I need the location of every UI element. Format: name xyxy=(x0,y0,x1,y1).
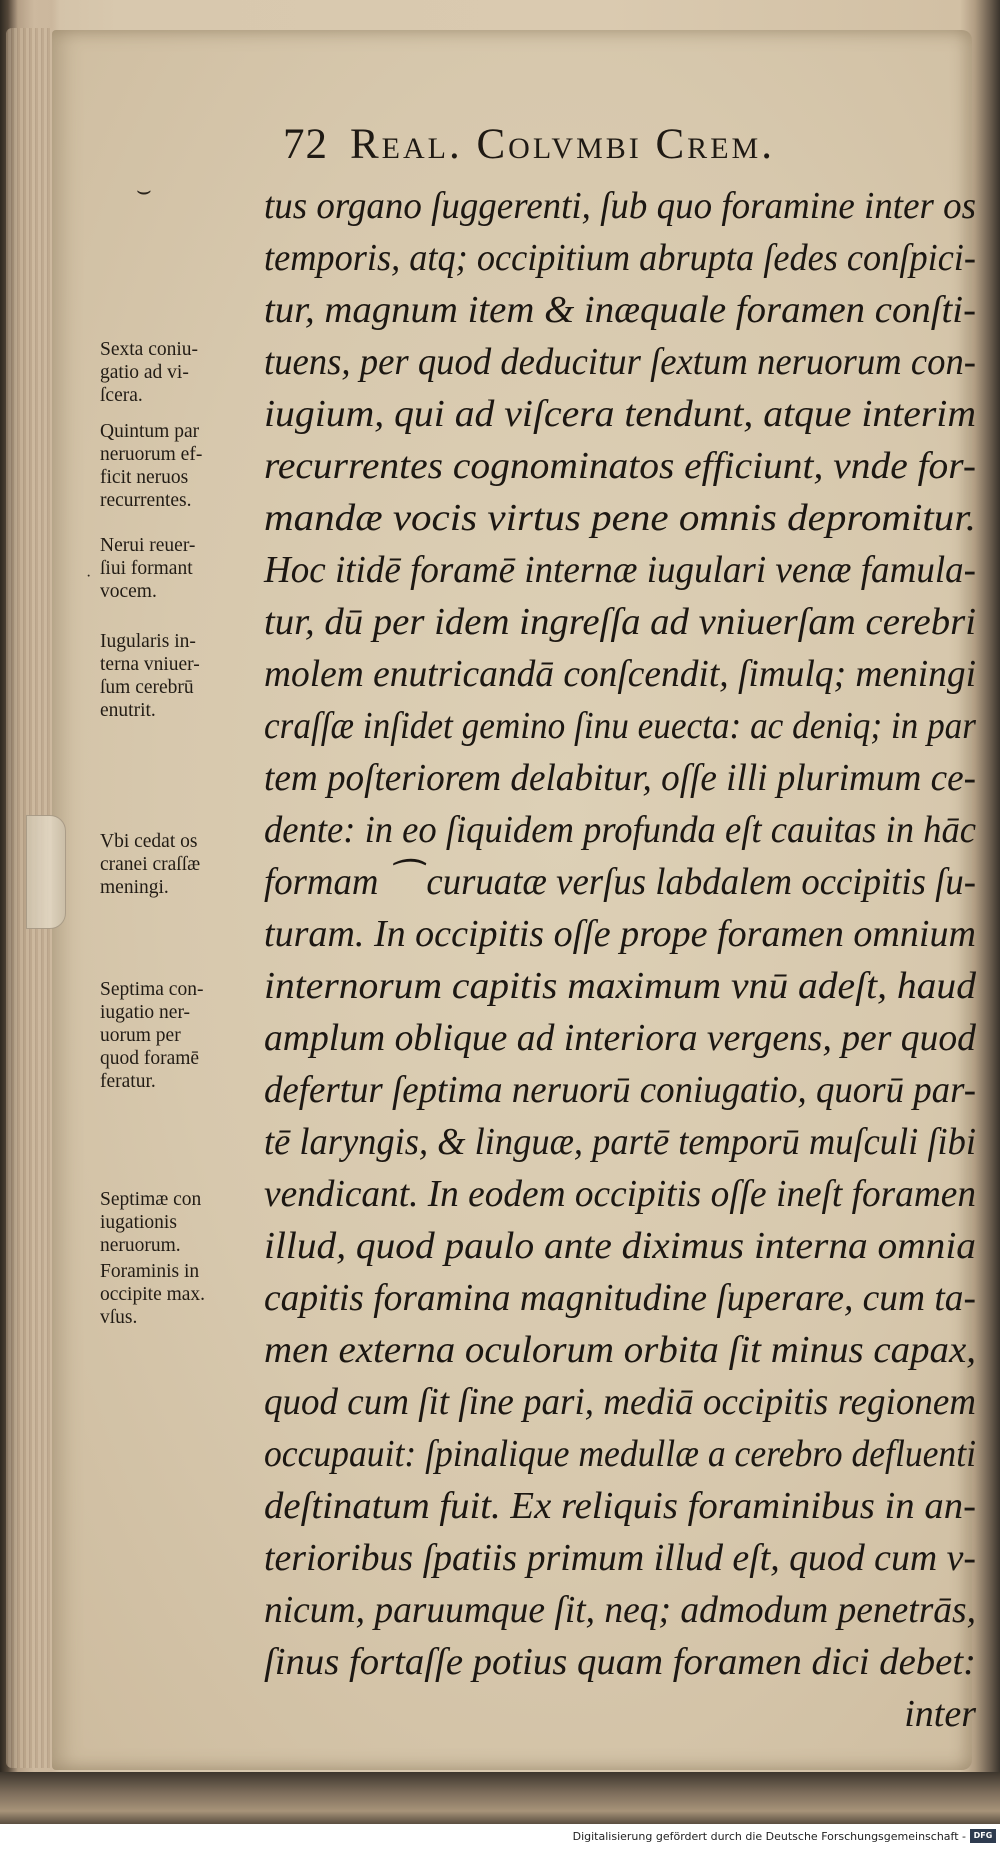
text-line: turam. In occipitis oſſe prope foramen omnium xyxy=(264,913,976,955)
text-line: Hoc itidē foramē internæ iugulari venæ famula- xyxy=(264,549,976,591)
catchword: inter xyxy=(904,1693,976,1735)
marginal-note-line: Quintum par xyxy=(100,421,200,442)
marginal-note-line: Iugularis in- xyxy=(100,631,196,652)
marginal-note xyxy=(100,830,268,899)
text-line: tuens, per quod deducitur ſextum neruorum con- xyxy=(264,341,976,383)
marginal-note-line: vocem. xyxy=(100,581,157,602)
text-line: mandæ vocis virtus pene omnis depromitur. xyxy=(264,497,976,539)
text-line: temporis, atq; occipitium abrupta ſedes conſpici- xyxy=(264,237,976,279)
text-line: tur, magnum item & inæquale foramen conſti- xyxy=(264,289,977,331)
marginal-note-line: ſcera. xyxy=(100,385,143,406)
text-line: formam ⁀ curuatæ verſus labdalem occipitis ſu- xyxy=(264,861,976,903)
marginal-note xyxy=(100,338,268,407)
marginal-note-line: feratur. xyxy=(100,1071,156,1092)
text-line: tus organo ſuggerenti, ſub quo foramine inter os xyxy=(264,185,976,227)
page-number: 72 xyxy=(283,121,328,168)
marginal-note-line: quod foramē xyxy=(100,1048,200,1069)
marginal-note-line: neruorum. xyxy=(100,1235,181,1256)
digitization-footer xyxy=(0,1824,1000,1849)
text-line: defertur ſeptima neruorū coniugatio, quorū par- xyxy=(264,1069,976,1111)
marginal-note-line: Septima con- xyxy=(100,979,204,1000)
page-tab-marker xyxy=(26,815,66,929)
running-head-title: Real. Colvmbi Crem. xyxy=(350,121,775,168)
marginal-note-line: ficit neruos xyxy=(100,467,189,488)
marginal-note-line: meningi. xyxy=(100,877,169,898)
ink-dot-mark: · xyxy=(86,568,92,585)
marginal-note xyxy=(100,1260,268,1329)
book-bottom-edge xyxy=(0,1772,1000,1824)
text-line: tem poſteriorem delabitur, oſſe illi plurimum ce- xyxy=(264,757,976,799)
text-line: iugium, qui ad viſcera tendunt, atque interim xyxy=(264,393,976,435)
text-line: men externa oculorum orbita ſit minus capax, xyxy=(264,1329,976,1371)
marginal-note-line: terna vniuer- xyxy=(100,654,200,675)
text-line: tē laryngis, & linguæ, partē temporū muſculi ſibi xyxy=(264,1121,976,1163)
marginal-note-line: iugationis xyxy=(100,1212,177,1233)
text-line: deſtinatum fuit. Ex reliquis foraminibus in an- xyxy=(264,1485,977,1527)
marginal-note-line: cranei craſſæ xyxy=(100,854,201,875)
marginal-note-line: Nerui reuer- xyxy=(100,535,196,556)
text-line: illud, quod paulo ante diximus interna omnia xyxy=(264,1225,976,1267)
text-line: ſinus fortaſſe potius quam foramen dici debet: xyxy=(264,1641,976,1683)
marginal-note xyxy=(100,978,268,1093)
marginal-note xyxy=(100,1188,268,1257)
text-line: craſſæ inſidet gemino ſinu euecta: ac deniq; in par xyxy=(264,705,976,747)
text-line: internorum capitis maximum vnū adeſt, haud xyxy=(264,965,976,1007)
marginal-note-line: occipite max. xyxy=(100,1284,206,1305)
marginal-note-line: ſum cerebrū xyxy=(100,677,194,698)
marginal-note xyxy=(100,420,268,512)
text-line: tur, dū per idem ingreſſa ad vniuerſam cerebri xyxy=(264,601,976,643)
marginal-note-line: enutrit. xyxy=(100,700,156,721)
marginal-note-line: Sexta coniu- xyxy=(100,339,199,360)
marginal-note-line: recurrentes. xyxy=(100,490,192,511)
text-line: nicum, paruumque ſit, neq; admodum penetrās, xyxy=(264,1589,976,1631)
text-line: molem enutricandā conſcendit, ſimulq; meningi xyxy=(264,653,976,695)
running-head xyxy=(283,120,973,169)
ink-tick-mark: ⌣ xyxy=(136,178,152,204)
text-line: recurrentes cognominatos efficiunt, vnde for- xyxy=(264,445,976,487)
marginal-note xyxy=(100,630,268,722)
marginal-note-line: Septimæ con xyxy=(100,1189,202,1210)
text-line: quod cum ſit ſine pari, mediā occipitis regionem xyxy=(264,1381,976,1423)
marginal-note-line: neruorum ef- xyxy=(100,444,203,465)
text-line: dente: in eo ſiquidem profunda eſt cauitas in hāc xyxy=(264,809,976,851)
marginal-note-line: vſus. xyxy=(100,1307,138,1328)
text-line: terioribus ſpatiis primum illud eſt, quod cum v- xyxy=(264,1537,976,1579)
marginal-note xyxy=(100,534,268,603)
text-line: amplum oblique ad interiora vergens, per quod xyxy=(264,1017,976,1059)
marginal-note-line: iugatio ner- xyxy=(100,1002,191,1023)
marginal-note-line: ſiui formant xyxy=(100,558,193,579)
text-line: occupauit: ſpinalique medullæ a cerebro defluenti xyxy=(264,1433,976,1475)
marginal-note-line: uorum per xyxy=(100,1025,181,1046)
text-line: vendicant. In eodem occipitis oſſe ineſt foramen xyxy=(264,1173,976,1215)
dfg-logo: DFG xyxy=(970,1829,996,1843)
marginal-note-line: Foraminis in xyxy=(100,1261,200,1282)
marginal-note-line: Vbi cedat os xyxy=(100,831,198,852)
text-line: capitis foramina magnitudine ſuperare, cum ta- xyxy=(264,1277,976,1319)
marginal-note-line: gatio ad vi- xyxy=(100,362,189,383)
funding-credit: Digitalisierung gefördert durch die Deutsche Forschungsgemeinschaft - xyxy=(572,1830,966,1843)
